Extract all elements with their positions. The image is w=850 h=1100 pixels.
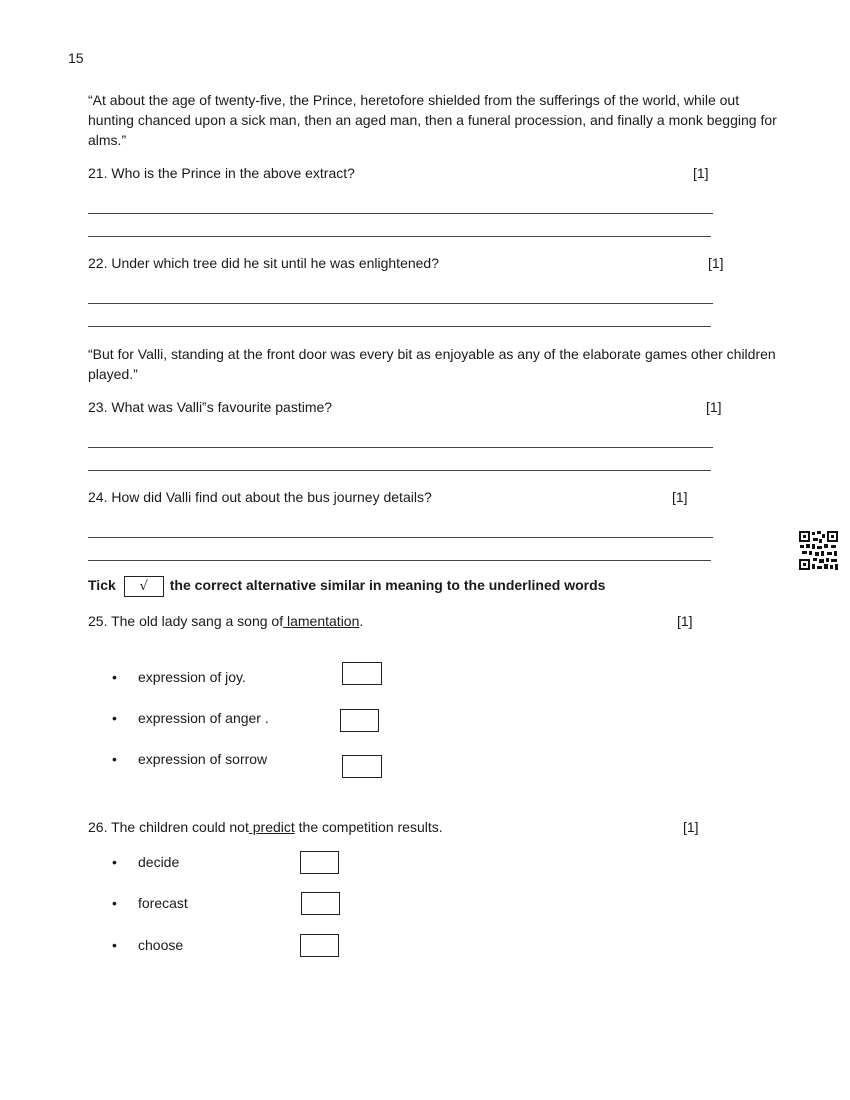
question-25-suffix: .: [359, 613, 364, 629]
answer-line[interactable]: [88, 560, 711, 561]
bullet: •: [112, 710, 117, 726]
bullet: •: [112, 751, 117, 767]
option-label: forecast: [138, 895, 188, 911]
option-item: [112, 751, 267, 767]
question-22-marks: [1]: [708, 255, 724, 271]
question-25-prefix: 25. The old lady sang a song of: [88, 613, 284, 629]
answer-line[interactable]: [88, 470, 711, 471]
option-label: decide: [138, 854, 180, 870]
question-22: 22. Under which tree did he sit until he was enlightened?: [88, 255, 439, 271]
answer-checkbox[interactable]: [300, 934, 339, 957]
answer-checkbox[interactable]: [300, 851, 339, 874]
question-24: 24. How did Valli find out about the bus journey details?: [88, 489, 432, 505]
answer-line[interactable]: [88, 537, 713, 538]
instruction-tick-word: Tick: [88, 577, 116, 594]
question-26-suffix: the competition results.: [294, 819, 443, 835]
option-label: choose: [138, 937, 184, 953]
answer-checkbox[interactable]: [342, 755, 382, 778]
bullet: •: [112, 937, 117, 953]
passage-valli: “But for Valli, standing at the front door was every bit as enjoyable as any of the elaborate games other children played.”: [88, 346, 776, 382]
answer-line[interactable]: [88, 326, 711, 327]
tick-sample-box: √: [124, 576, 164, 597]
underlined-word: lamentation: [283, 613, 360, 629]
question-21: 21. Who is the Prince in the above extract?: [88, 165, 355, 181]
answer-checkbox[interactable]: [340, 709, 379, 732]
option-item: [112, 710, 269, 726]
answer-line[interactable]: [88, 303, 713, 304]
option-item: [112, 895, 188, 911]
answer-checkbox[interactable]: [342, 662, 382, 685]
option-item: [112, 669, 246, 685]
answer-line[interactable]: [88, 447, 713, 448]
option-label: expression of joy.: [138, 669, 246, 685]
option-label: expression of sorrow: [138, 751, 268, 767]
question-25: [88, 613, 363, 629]
question-26: [88, 819, 443, 835]
question-21-marks: [1]: [693, 165, 709, 181]
question-26-prefix: 26. The children could not: [88, 819, 249, 835]
qr-code-icon: [798, 530, 839, 571]
question-26-marks: [1]: [683, 819, 699, 835]
option-item: [112, 937, 183, 953]
option-label: expression of anger .: [138, 710, 269, 726]
answer-line[interactable]: [88, 236, 711, 237]
instruction-tick: [88, 576, 605, 597]
question-25-marks: [1]: [677, 613, 693, 629]
bullet: •: [112, 895, 117, 911]
question-23-marks: [1]: [706, 399, 722, 415]
bullet: •: [112, 669, 117, 685]
instruction-text: the correct alternative similar in meaning to the underlined words: [169, 577, 606, 594]
answer-line[interactable]: [88, 213, 713, 214]
bullet: •: [112, 854, 117, 870]
answer-checkbox[interactable]: [301, 892, 340, 915]
question-23: 23. What was Valli‟s favourite pastime?: [88, 399, 333, 415]
passage-prince: “At about the age of twenty-five, the Prince, heretofore shielded from the sufferings of the world, while out hunting chanced upon a sick man, then an aged man, then a funeral procession, and finally a monk begging for alms.”: [88, 92, 777, 148]
question-24-marks: [1]: [672, 489, 688, 505]
page-number: 15: [68, 50, 84, 66]
option-item: [112, 854, 179, 870]
underlined-word: predict: [248, 819, 295, 835]
